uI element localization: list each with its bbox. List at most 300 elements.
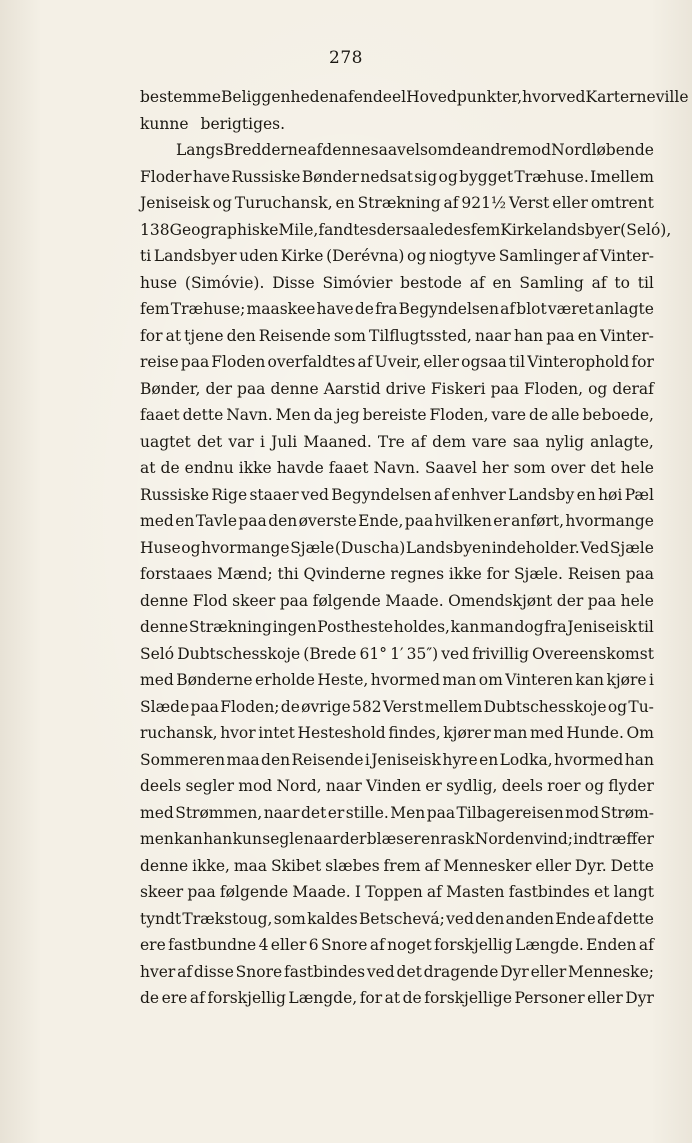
word: kun bbox=[232, 830, 262, 848]
word: Juli bbox=[271, 432, 298, 451]
word: skeer bbox=[140, 883, 184, 901]
text-line bbox=[140, 141, 654, 168]
word: maa bbox=[226, 750, 260, 769]
word: Hesteshold bbox=[297, 724, 386, 742]
text-line bbox=[140, 883, 654, 910]
text-line bbox=[140, 115, 654, 142]
word: forskjellig bbox=[434, 936, 513, 954]
word: 1′ bbox=[390, 644, 404, 663]
word: saavelsom bbox=[370, 141, 452, 159]
text-line bbox=[140, 459, 654, 486]
word: øvrige bbox=[301, 697, 351, 716]
word: forstaaes bbox=[140, 565, 213, 583]
word: 582 bbox=[352, 697, 382, 716]
word: Landsby bbox=[508, 485, 575, 504]
word: og bbox=[212, 194, 232, 212]
word: Sjæle. bbox=[513, 565, 563, 583]
word: Hovedpunkter, bbox=[406, 88, 523, 106]
word: Vinterophold bbox=[527, 353, 630, 371]
text-line bbox=[140, 380, 654, 407]
word: bygget bbox=[459, 167, 514, 186]
word: som bbox=[333, 326, 366, 345]
word: været bbox=[547, 300, 595, 318]
word: der bbox=[376, 220, 404, 239]
word: en bbox=[479, 750, 499, 769]
word: for bbox=[140, 326, 163, 345]
word: flyder bbox=[608, 777, 654, 795]
word: Dyr bbox=[625, 989, 654, 1007]
word: denne bbox=[140, 591, 189, 610]
word: af bbox=[500, 300, 516, 318]
word: at bbox=[384, 989, 401, 1007]
word: Toppen bbox=[365, 883, 423, 901]
word: kan bbox=[450, 618, 480, 636]
word: bestode bbox=[400, 273, 462, 292]
word: fra bbox=[375, 300, 398, 318]
word: Floder bbox=[140, 167, 192, 186]
word: af bbox=[177, 962, 193, 981]
word: Ende bbox=[555, 909, 596, 928]
word: roer bbox=[547, 777, 581, 795]
text-line bbox=[140, 751, 654, 778]
word: Mennesker bbox=[443, 856, 532, 875]
word: uagtet bbox=[140, 432, 191, 451]
word: Enden bbox=[586, 936, 637, 954]
word: hvormange bbox=[201, 538, 290, 557]
word: Længde, bbox=[288, 989, 358, 1007]
word: maaskee bbox=[246, 300, 316, 318]
word: Nordenvind; bbox=[474, 830, 573, 848]
word: og bbox=[584, 777, 604, 795]
word: tyndt bbox=[140, 909, 182, 928]
word: Geographiske bbox=[169, 220, 279, 239]
text-line bbox=[140, 512, 654, 539]
word: Hunde. bbox=[566, 724, 624, 742]
word: Kirkelandsbyer bbox=[500, 220, 621, 239]
word: paa bbox=[546, 326, 575, 345]
body-text bbox=[140, 88, 689, 1016]
word: (Duscha) bbox=[334, 538, 406, 557]
text-line bbox=[140, 274, 654, 301]
text-line bbox=[140, 220, 672, 248]
word: til bbox=[637, 618, 654, 636]
word: de bbox=[160, 459, 180, 477]
word: hvormed bbox=[370, 671, 441, 689]
word: intet bbox=[258, 724, 295, 742]
text-line bbox=[140, 433, 654, 460]
word: disse bbox=[193, 962, 234, 981]
word: faaet bbox=[328, 459, 369, 477]
word: sig bbox=[414, 167, 438, 186]
word: Overeenskomst bbox=[531, 644, 654, 663]
text-line bbox=[140, 645, 654, 672]
word: hyre bbox=[442, 750, 478, 769]
word: sydlig, bbox=[446, 777, 498, 795]
word: forskjellig bbox=[207, 989, 286, 1007]
word: ere bbox=[140, 936, 166, 954]
word: Verst bbox=[508, 194, 550, 212]
text-line bbox=[140, 910, 654, 937]
word: Floden bbox=[211, 353, 266, 371]
word: de bbox=[140, 989, 160, 1007]
word: med bbox=[140, 512, 174, 530]
word: Qvinderne bbox=[303, 565, 386, 583]
word: med bbox=[140, 671, 174, 689]
word: Træhuse; bbox=[170, 300, 246, 318]
word: Landsbyer bbox=[153, 247, 237, 265]
word: der bbox=[339, 830, 367, 848]
word: ogsaa bbox=[461, 353, 507, 371]
text-line bbox=[140, 327, 654, 354]
word: findes, bbox=[388, 724, 441, 742]
word: fandtes bbox=[318, 220, 377, 239]
word: høi bbox=[598, 485, 623, 504]
word: et bbox=[594, 883, 610, 901]
word: Bredderne bbox=[223, 141, 308, 159]
word: ikke bbox=[238, 459, 272, 477]
word: fastbindes bbox=[283, 962, 366, 981]
word: Russiske bbox=[231, 167, 301, 186]
word: noget bbox=[387, 936, 432, 954]
word: at bbox=[140, 459, 156, 477]
word: er bbox=[327, 803, 345, 822]
word: Navn. bbox=[373, 459, 420, 477]
word: andre bbox=[471, 141, 517, 159]
word: Begyndelsen bbox=[331, 485, 432, 504]
word: og bbox=[407, 247, 427, 265]
word: huse bbox=[140, 273, 178, 292]
word: da bbox=[313, 406, 333, 424]
word: fra bbox=[544, 618, 567, 636]
text-line bbox=[140, 194, 654, 221]
word: indeholder. bbox=[491, 538, 580, 557]
word: 4 bbox=[258, 936, 269, 954]
word: hvormange bbox=[565, 512, 654, 530]
word: var bbox=[228, 432, 254, 451]
word: omtrent bbox=[590, 194, 654, 212]
word: han bbox=[203, 830, 233, 848]
word: anlagte bbox=[595, 300, 654, 318]
word: af bbox=[638, 936, 654, 954]
word: Navn. bbox=[226, 406, 273, 424]
word: Slæde bbox=[140, 697, 190, 716]
word: (Simóvie). bbox=[184, 273, 265, 292]
word: denne bbox=[140, 856, 189, 875]
word: Floden; bbox=[220, 697, 280, 716]
word: denne bbox=[270, 379, 319, 398]
word: Maade. bbox=[385, 591, 444, 610]
word: de bbox=[280, 697, 300, 716]
word: blæser bbox=[366, 830, 421, 848]
word: beboede, bbox=[582, 406, 654, 424]
word: naar bbox=[263, 803, 300, 822]
word: for bbox=[631, 353, 654, 371]
word: fem bbox=[140, 300, 170, 318]
word: af bbox=[434, 485, 449, 504]
text-line bbox=[140, 698, 654, 725]
word: denne bbox=[140, 618, 189, 636]
word: Men bbox=[390, 803, 426, 822]
word: Strækning bbox=[188, 618, 272, 636]
word: Floden, bbox=[429, 406, 489, 424]
word: I bbox=[354, 883, 362, 901]
word: af bbox=[369, 936, 385, 954]
word: med bbox=[140, 803, 174, 822]
word: blot bbox=[516, 300, 547, 318]
word: (Seló), bbox=[620, 220, 672, 239]
word: anden bbox=[505, 909, 554, 928]
word: Uveir, bbox=[374, 353, 422, 371]
word: vare bbox=[472, 432, 507, 451]
word: paa bbox=[180, 353, 210, 371]
word: Samling bbox=[519, 273, 584, 292]
word: Kirke bbox=[280, 247, 324, 265]
word: deraf bbox=[612, 379, 654, 398]
word: af bbox=[307, 141, 323, 159]
word: hvilken bbox=[434, 512, 492, 530]
word: staaer bbox=[249, 485, 299, 504]
word: Aarstid bbox=[323, 379, 381, 398]
word: som bbox=[273, 909, 306, 928]
word: segler bbox=[185, 777, 235, 795]
word: der bbox=[205, 379, 232, 398]
word: følgende bbox=[312, 591, 381, 610]
word: Dyr bbox=[500, 962, 529, 981]
word: der bbox=[556, 591, 584, 610]
word: man bbox=[493, 724, 528, 742]
word: ved bbox=[366, 962, 395, 981]
word: af bbox=[338, 88, 354, 106]
word: Reisende bbox=[291, 750, 364, 769]
word: Huse bbox=[140, 538, 181, 557]
word: dem bbox=[432, 432, 466, 451]
word: hvormed bbox=[554, 750, 624, 769]
word: Vinden bbox=[366, 777, 421, 795]
word: ved bbox=[301, 485, 329, 504]
word: den bbox=[226, 326, 256, 345]
word: Rige bbox=[211, 485, 248, 504]
word: kjøre bbox=[606, 671, 647, 689]
word: Flod bbox=[192, 591, 228, 610]
word: den bbox=[475, 909, 505, 928]
word: en bbox=[492, 273, 512, 292]
word: Maaned. bbox=[303, 432, 372, 451]
word: det bbox=[396, 962, 422, 981]
word: Trækstoug, bbox=[182, 909, 273, 928]
text-line bbox=[140, 830, 654, 857]
word: Skibet bbox=[270, 856, 322, 875]
word: en bbox=[577, 326, 597, 345]
word: kaldes bbox=[307, 909, 358, 928]
word: Seló bbox=[140, 644, 175, 663]
word: Floden, bbox=[524, 379, 584, 398]
word: enhver bbox=[451, 485, 506, 504]
word: Strøm- bbox=[600, 803, 654, 822]
word: de bbox=[354, 300, 374, 318]
word: eller bbox=[535, 856, 572, 875]
text-line bbox=[140, 989, 654, 1016]
word: 61° bbox=[359, 644, 387, 663]
text-line bbox=[140, 539, 654, 566]
word: slæbes bbox=[325, 856, 380, 875]
word: tjene bbox=[184, 326, 224, 345]
word: Strømmen, bbox=[175, 803, 263, 822]
word: Heste, bbox=[317, 671, 369, 689]
word: følgende bbox=[219, 883, 289, 901]
text-line bbox=[140, 857, 654, 884]
word: 921½ bbox=[461, 194, 506, 212]
word: naar bbox=[303, 830, 340, 848]
word: berigtiges. bbox=[200, 114, 286, 133]
word: saaledes bbox=[403, 220, 471, 239]
word: Begyndelsen bbox=[398, 300, 500, 318]
word: løbende bbox=[591, 141, 654, 159]
text-line bbox=[140, 88, 689, 115]
word: de bbox=[452, 141, 472, 159]
word: indtræffer bbox=[573, 830, 654, 848]
word: de bbox=[402, 989, 422, 1007]
word: Tre bbox=[377, 432, 405, 451]
word: Pæl bbox=[624, 485, 654, 504]
word: Menneske; bbox=[568, 962, 654, 981]
word: Lodka, bbox=[499, 750, 553, 769]
word: af bbox=[582, 247, 598, 265]
word: Nord bbox=[551, 141, 592, 159]
word: 138 bbox=[140, 220, 170, 239]
word: rask bbox=[440, 830, 475, 848]
word: Betschevá; bbox=[359, 909, 445, 928]
word: ere bbox=[161, 989, 188, 1007]
word: eller bbox=[552, 194, 588, 212]
word: af bbox=[443, 194, 459, 212]
text-line bbox=[140, 963, 654, 990]
word: langt bbox=[613, 883, 654, 901]
word: Bønder, bbox=[140, 379, 201, 398]
word: Sommeren bbox=[140, 750, 226, 769]
word: fem bbox=[470, 220, 501, 239]
word: af bbox=[357, 353, 373, 371]
word: Russiske bbox=[140, 485, 210, 504]
word: paa bbox=[238, 512, 267, 530]
word: naar bbox=[474, 326, 511, 345]
word: alle bbox=[551, 406, 580, 424]
word: men bbox=[140, 830, 174, 848]
word: ruchansk, bbox=[140, 724, 218, 742]
word: som bbox=[513, 459, 546, 477]
word: stille. bbox=[345, 803, 389, 822]
word: Fiskeri bbox=[430, 379, 486, 398]
word: paa bbox=[404, 512, 434, 530]
word: bereiste bbox=[362, 406, 427, 424]
word: Ende, bbox=[358, 512, 404, 530]
word: Samlinger bbox=[498, 247, 580, 265]
word: frem bbox=[383, 856, 421, 875]
text-line bbox=[140, 353, 654, 380]
word: af bbox=[426, 883, 442, 901]
word: Strækning bbox=[357, 194, 441, 212]
word: holdes, bbox=[393, 618, 450, 636]
word: Sjæle bbox=[609, 538, 654, 557]
word: Langs bbox=[176, 141, 224, 159]
word: ved bbox=[446, 909, 474, 928]
word: ville bbox=[655, 88, 689, 106]
word: af bbox=[411, 432, 426, 451]
word: dette bbox=[613, 909, 654, 928]
word: faaet bbox=[140, 406, 180, 424]
word: det bbox=[196, 432, 223, 451]
word: paa bbox=[426, 803, 456, 822]
word: skeer bbox=[232, 591, 276, 610]
word: Snore bbox=[235, 962, 283, 981]
word: regnes bbox=[390, 565, 445, 583]
word: paa bbox=[490, 379, 519, 398]
word: han bbox=[624, 750, 654, 769]
text-line bbox=[140, 724, 654, 751]
word: Dubtschesskoje bbox=[177, 644, 301, 663]
word: nedsat bbox=[360, 167, 413, 186]
word: mod bbox=[565, 803, 600, 822]
word: her bbox=[482, 459, 509, 477]
word: Længde. bbox=[515, 936, 584, 954]
word: at bbox=[165, 326, 182, 345]
word: drive bbox=[385, 379, 426, 398]
word: Simóvier bbox=[322, 273, 393, 292]
word: Jeniseisk bbox=[567, 618, 638, 636]
word: Snore bbox=[320, 936, 368, 954]
word: med bbox=[529, 724, 564, 742]
word: Reisen bbox=[567, 565, 621, 583]
word: have bbox=[192, 167, 231, 186]
word: paa bbox=[190, 697, 219, 716]
word: den bbox=[261, 750, 291, 769]
word: Vinteren bbox=[505, 671, 574, 689]
word: af bbox=[424, 856, 440, 875]
word: Beliggenheden bbox=[221, 88, 339, 106]
word: mellem bbox=[424, 697, 483, 716]
word: paa bbox=[587, 591, 617, 610]
text-line bbox=[140, 406, 654, 433]
word: paa bbox=[625, 565, 654, 583]
word: Jeniseisk bbox=[140, 194, 210, 212]
text-line bbox=[140, 671, 654, 698]
word: Personer bbox=[514, 989, 585, 1007]
word: ved bbox=[441, 644, 470, 663]
word: overfaldtes bbox=[267, 353, 356, 371]
word: kjører bbox=[443, 724, 491, 742]
word: Omendskjønt bbox=[448, 591, 553, 610]
word: øverste bbox=[298, 512, 357, 530]
word: Nord, bbox=[276, 777, 322, 795]
text-line bbox=[140, 592, 654, 619]
word: maa bbox=[233, 856, 268, 875]
text-line bbox=[140, 565, 654, 592]
word: Vinter- bbox=[600, 326, 654, 345]
word: erholde bbox=[254, 671, 315, 689]
word: denne bbox=[322, 141, 371, 159]
word: Postheste bbox=[317, 618, 394, 636]
word: Bønder bbox=[301, 167, 360, 186]
word: en bbox=[576, 485, 596, 504]
word: Reisende bbox=[258, 326, 331, 345]
word: i bbox=[648, 671, 654, 689]
word: er bbox=[493, 512, 510, 530]
word: Maade. bbox=[292, 883, 351, 901]
word: for bbox=[486, 565, 510, 583]
word: Ved bbox=[580, 538, 610, 557]
text-line bbox=[140, 777, 654, 804]
word: endeel bbox=[353, 88, 407, 106]
word: Jeniseisk bbox=[371, 750, 441, 769]
